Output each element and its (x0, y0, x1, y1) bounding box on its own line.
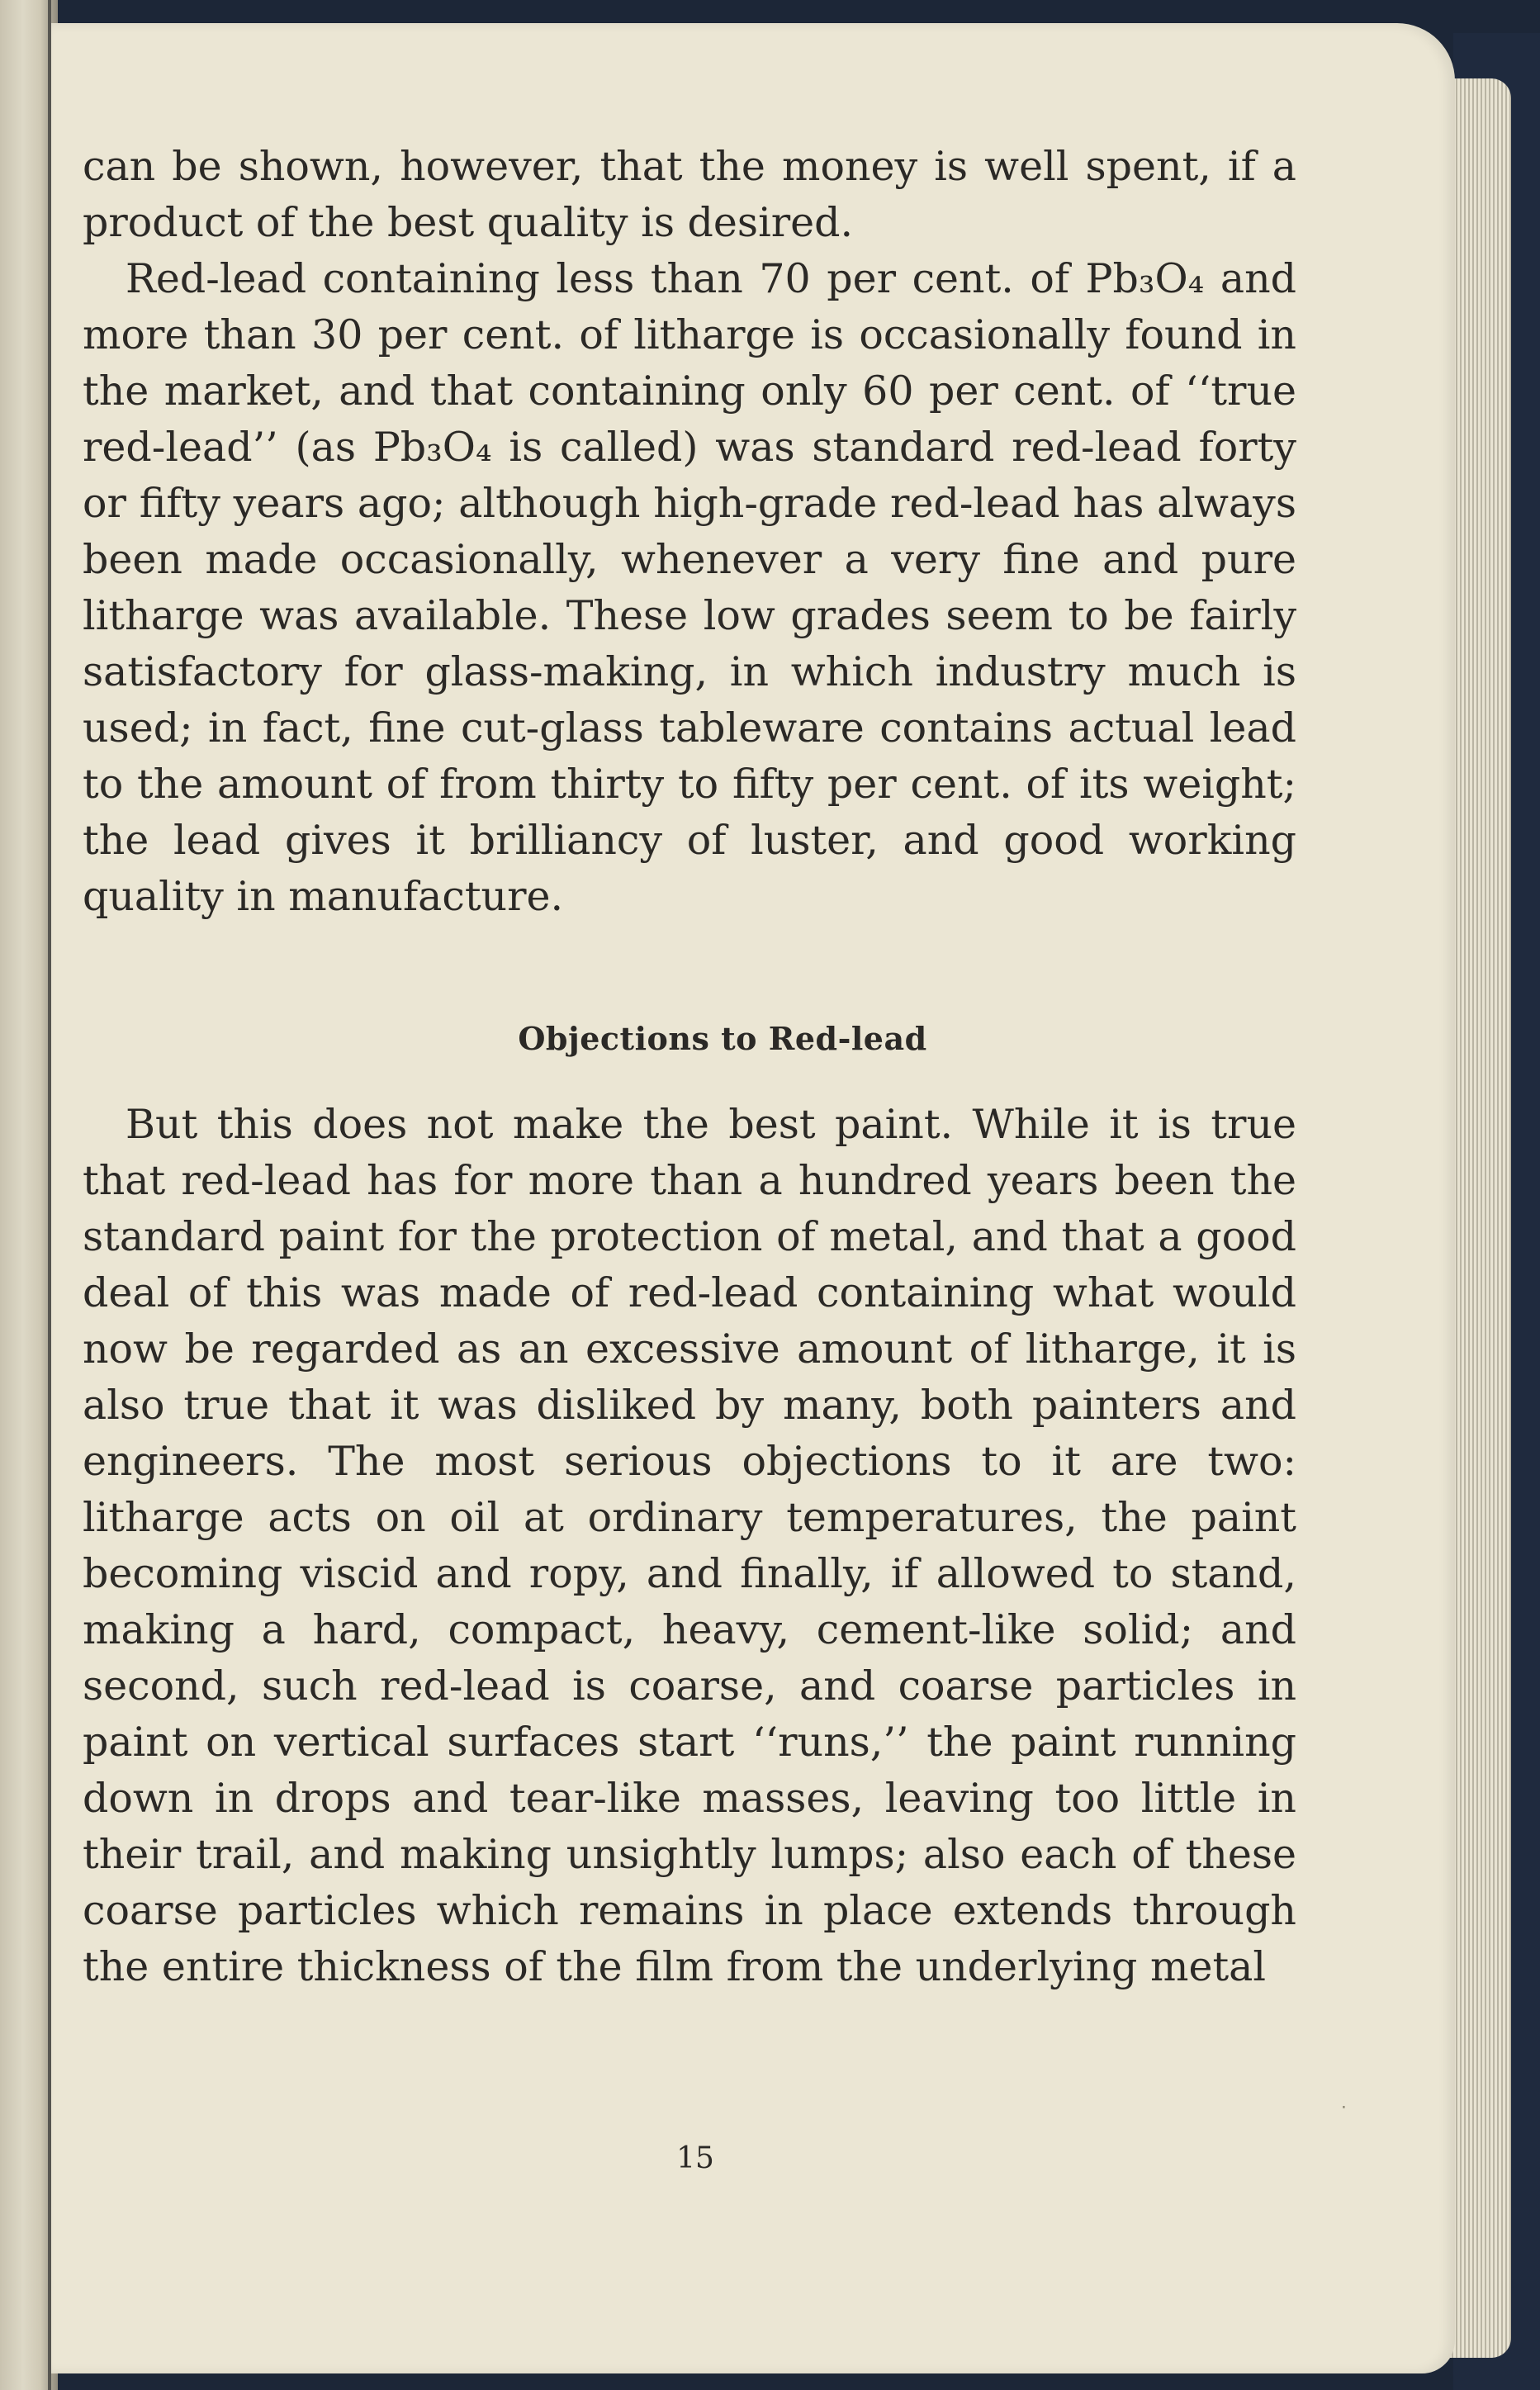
paragraph-red-lead-grades: Red-lead containing less than 70 per cent. of Pb₃O₄ and more than 30 per cent. of litharge is occasionally found in the market, and that containing only 60 per cent. of ‘‘true red-lead’’ (as Pb₃O₄ is called) was standard red-lead forty or fifty years ago; although high-grade red-lead has always been made occasionally, whenever a very fine and pure litharge was available. These low grades seem to be fairly satisfactory for glass-making, in which industry much is used; in fact, fine cut-glass tableware contains actual lead to the amount of from thirty to fifty per cent. of its weight; the lead gives it brilliancy of luster, and good working quality in manufacture. (83, 255, 1296, 920)
page-number: 15 (676, 2141, 714, 2175)
stray-mark-icon: ⋅ (1341, 2098, 1347, 2118)
book-page (51, 23, 1455, 2373)
section-heading: Objections to Red-lead (518, 1020, 927, 1057)
page-text (83, 139, 1296, 1995)
paragraph-objections: But this does not make the best paint. While it is true that red-lead has for more than a hundred years been the standard paint for the protection of metal, and that a good deal of this was made of red-lead containing what would now be regarded as an excessive amount of litharge, it is also true that it was disliked by many, both painters and engineers. The most serious objections to it are two: litharge acts on oil at ordinary temperatures, the paint becoming viscid and ropy, and finally, if allowed to stand, making a hard, compact, heavy, cement-like solid; and second, such red-lead is coarse, and coarse particles in paint on vertical surfaces start ‘‘runs,’’ the paint running down in drops and tear-like masses, leaving too little in their trail, and making unsightly lumps; also each of these coarse particles which remains in place extends through the entire thickness of the film from the underlying metal (83, 1101, 1296, 1990)
paragraph-continued: can be shown, however, that the money is well spent, if a product of the best quality is desired. (83, 143, 1296, 246)
